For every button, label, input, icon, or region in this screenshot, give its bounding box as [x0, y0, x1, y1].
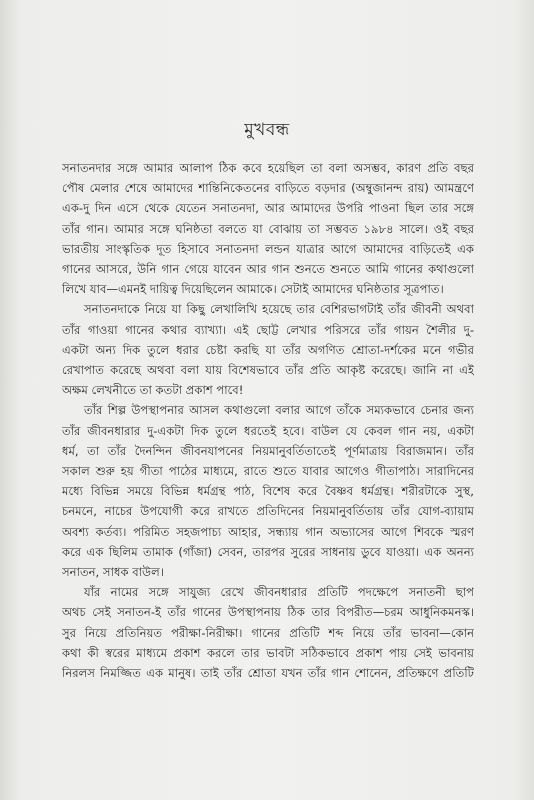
text-line: তাঁর গাওয়া গানের কথার ব্যাখ্যা। এই ছোট্ট লেখার পরিসরে তাঁর গায়ন শৈলীর দু- [62, 322, 474, 337]
text-line: তাঁর জীবনধারার দু-একটা দিক তুলে ধরতেই হবে। বাউল যে কেবল গান নয়, একটা [62, 423, 474, 438]
text-line: সকাল শুরু হয় গীতা পাঠের মাধ্যমে, রাতে শুতে যাবার আগেও গীতাপাঠ। সারাদিনের [62, 464, 474, 479]
text-line: সনাতনদার সঙ্গে আমার আলাপ ঠিক কবে হয়েছিল তা বলা অসম্ভব, কারণ প্রতি বছর [62, 161, 474, 175]
text-line: মধ্যে বিভিন্ন সময়ে বিভিন্ন ধর্মগ্রন্থ পাঠ, বিশেষ করে বৈষ্ণব ধর্মগ্রন্থ। শরীরটাকে সুস্থ, [62, 484, 474, 499]
paragraph [62, 299, 474, 400]
page-heading: মুখবন্ধ [244, 120, 290, 140]
text-line: রেখাপাত করেছে অথবা বলা যায় বিশেষভাবে তাঁর প্রতি আকৃষ্ট করেছে। জানি না এই [62, 363, 474, 378]
text-line: অবশ্য কর্তব্য। পরিমিত সহজপাচ্য আহার, সন্ধ্যায় গান অভ্যাসের আগে শিবকে স্মরণ [62, 524, 474, 539]
text-line: তাঁর শিল্প উপস্থাপনার আসল কথাগুলো বলার আগে তাঁকে সম্যকভাবে চেনার জন্য [84, 403, 474, 418]
paragraph [62, 158, 474, 299]
text-line: চনমনে, নাচের উপযোগী করে রাখতে প্রতিদিনের নিয়মানুবর্তিতায় তাঁর যোগ-ব্যায়াম [62, 504, 474, 519]
paragraph [62, 582, 474, 683]
text-line: অক্ষম লেখনীতে তা কতটা প্রকাশ পাবে! [62, 383, 244, 398]
text-line: এক-দু দিন এসে থেকে যেতেন সনাতনদা, আর আমাদের উপরি পাওনা ছিল তার সঙ্গে [62, 201, 474, 216]
text-line: সুর নিয়ে প্রতিনিয়ত পরীক্ষা-নিরীক্ষা। গানের প্রতিটি শব্দ নিয়ে তাঁর ভাবনা—কোন [62, 625, 474, 640]
text-line: সনাতনদাকে নিয়ে যা কিছু লেখালিখি হয়েছে তার বেশিরভাগটাই তাঁর জীবনী অথবা [84, 302, 474, 317]
text-line: নিরলস নিমজ্জিত এক মানুষ। তাই তাঁর শ্রোতা যখন তাঁর গান শোনেন, প্রতিক্ষণে প্রতিটি [62, 666, 474, 681]
paragraph [62, 400, 474, 582]
text-line: তাঁর গান। আমার সঙ্গে ঘনিষ্ঠতা বলতে যা বোঝায় তা সম্ভবত ১৯৮৪ সালে। ওই বছর [62, 221, 474, 236]
text-line: সনাতন, সাধক বাউল। [62, 565, 164, 580]
text-line: পৌষ মেলার শেষে আমাদের শান্তিনিকেতনের বাড়িতে বড়দার (অম্বুজানন্দ রায়) আমন্ত্রণে [62, 181, 474, 196]
text-line: একটা অন্য দিক তুলে ধরার চেষ্টা করছি যা তাঁর অগণিত শ্রোতা-দর্শকের মনে গভীর [62, 342, 474, 357]
text-line: করে এক ছিলিম তামাক (গাঁজা) সেবন, তারপর সুরের সাধনায় ডুবে যাওয়া। এক অনন্য [62, 544, 474, 559]
text-line: কথা কী স্বরের মাধ্যমে প্রকাশ করলে তার ভাবটা সঠিকভাবে প্রকাশ পায় সেই ভাবনায় [62, 645, 474, 660]
text-line: যাঁর নামের সঙ্গে সাযুজ্য রেখে জীবনধারার প্রতিটি পদক্ষেপে সনাতনী ছাপ [84, 585, 474, 600]
text-line: লিখে যাব—এমনই দায়িত্ব দিয়েছিলেন আমাকে। সেটাই আমাদের ঘনিষ্ঠতার সূত্রপাত। [62, 282, 444, 297]
text-line: ধর্ম, তা তাঁর দৈনন্দিন জীবনযাপনের নিয়মানুবর্তিতাতেই পূর্ণমাত্রায় বিরাজমান। তাঁর [62, 443, 474, 458]
text-line: অথচ সেই সনাতন-ই তাঁর গানের উপস্থাপনায় ঠিক তার বিপরীত—চরম আধুনিকমনস্ক। [62, 605, 474, 620]
body-text [62, 158, 474, 683]
text-line: ভারতীয় সাংস্কৃতিক দূত হিসাবে সনাতনদা লন্ডন যাত্রার আগে আমাদের বাড়িতেই এক [62, 241, 474, 256]
text-line: গানের আসরে, উনি গান গেয়ে যাবেন আর গান শুনতে শুনতে আমি গানের কথাগুলো [62, 262, 474, 277]
